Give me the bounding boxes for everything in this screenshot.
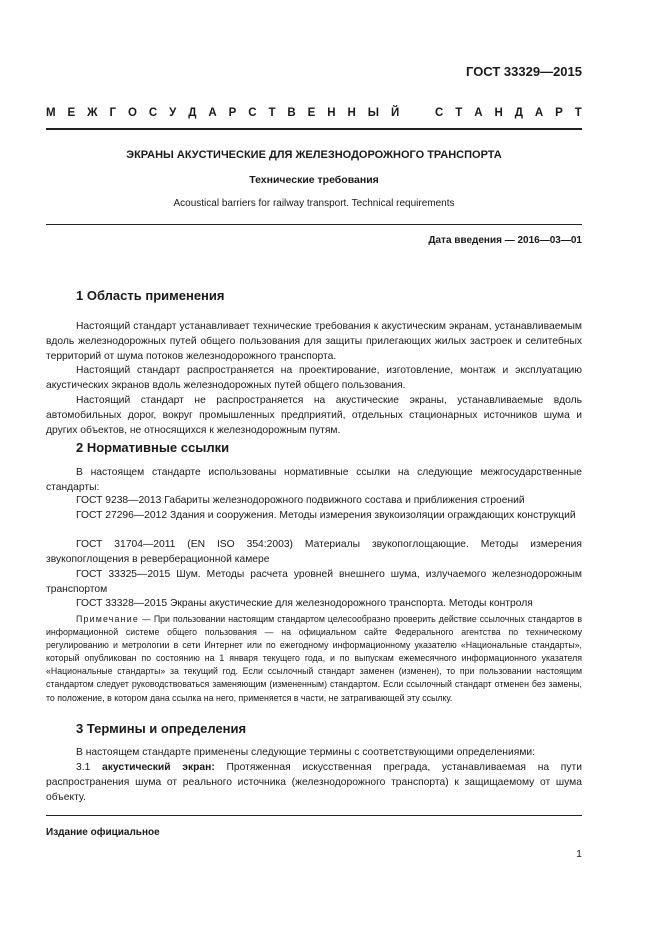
category-letter: Т [268, 107, 276, 119]
category-letter: У [169, 107, 177, 119]
category-letter: С [148, 107, 158, 119]
category-letter: Ж [87, 107, 98, 119]
category-letter: А [534, 107, 544, 119]
category-letter: Е [67, 107, 76, 119]
top-divider [46, 128, 582, 130]
paragraph: Настоящий стандарт не распространяется на акустические экраны, устанавливаемые вдоль автомобильных дорог, вокруг промышленных предприятий, отдельных стационарных источников шума и других объектов, не относящихся к железнодорожным путям. [46, 395, 582, 436]
section-heading-scope: 1 Область применения [76, 288, 225, 303]
category-letter: Д [514, 107, 523, 119]
title-divider [46, 224, 582, 225]
term-name: акустический экран: [102, 762, 215, 773]
paragraph: Настоящий стандарт устанавливает технические требования к акустическим экранам, устанавливаемым вдоль железнодорожных путей общего пользования для защиты прилегающих жилых застроек и селитебных территорий от шума потоков железнодорожного транспорта. [46, 321, 582, 362]
category-letter: М [46, 107, 56, 119]
category-letter: С [435, 107, 444, 119]
reference-item: ГОСТ 33325—2015 Шум. Методы расчета уровней внешнего шума, излучаемого железнодорожным транспортом [46, 569, 582, 595]
section-heading-terms: 3 Термины и определения [76, 721, 247, 736]
category-letter: Е [307, 107, 316, 119]
document-title: ЭКРАНЫ АКУСТИЧЕСКИЕ ДЛЯ ЖЕЛЕЗНОДОРОЖНОГО ТРАНСПОРТА [126, 149, 502, 161]
reference-item: ГОСТ 33328—2015 Экраны акустические для железнодорожного транспорта. Методы контроля [76, 598, 533, 609]
english-title: Acoustical barriers for railway transport. Technical requirements [173, 198, 455, 209]
term-definition: 3.1 акустический экран: Протяженная искусственная преграда, устанавливаемая на пути распространения шума от реального источника (железнодорожного транспорта) к защищаемому от шума объекту. [46, 762, 582, 803]
standard-category [46, 107, 582, 119]
category-letter: Т [455, 107, 463, 119]
page-number: 1 [576, 848, 582, 860]
category-letter: Н [494, 107, 503, 119]
category-letter: Т [574, 107, 582, 119]
category-letter: Ы [367, 107, 380, 119]
paragraph: Настоящий стандарт распространяется на проектирование, изготовление, монтаж и эксплуатацию акустических экранов вдоль железнодорожных путей общего пользования. [46, 365, 582, 391]
category-letter: Н [347, 107, 356, 119]
reference-item: ГОСТ 31704—2011 (EN ISO 354:2003) Материалы звукопоглощающие. Методы измерения звукопоглощения в реверберационной камере [46, 539, 582, 565]
introduction-date: Дата введения — 2016—03—01 [428, 235, 582, 246]
category-letter: Н [327, 107, 336, 119]
document-subtitle: Технические требования [249, 174, 379, 186]
category-letter: В [287, 107, 296, 119]
category-letter: Р [228, 107, 237, 119]
reference-item: ГОСТ 27296—2012 Здания и сооружения. Методы измерения звукоизоляции ограждающих конструкций [76, 510, 576, 521]
category-letter: Г [109, 107, 117, 119]
category-letter: А [208, 107, 217, 119]
footer-divider [46, 815, 582, 816]
paragraph: В настоящем стандарте применены следующие термины с соответствующими определениями: [76, 747, 536, 758]
category-letter: О [127, 107, 137, 119]
category-letter: С [248, 107, 257, 119]
category-letter: Р [555, 107, 563, 119]
document-code: ГОСТ 33329—2015 [466, 64, 582, 79]
category-letter: А [474, 107, 483, 119]
note-label: Примечание [76, 614, 139, 624]
note: Примечание — При пользовании настоящим стандартом целесообразно проверить действие ссылочных стандартов в информационной системе общего пользования — на официальном сайте Федерального агентства по техническому регулированию и метрологии в сети Интернет или по ежегодному информационному указателю «Национальные стандарты», который опубликован по состоянию на 1 января текущего года, и по выпускам ежемесячного информационного указателя «Национальные стандарты» за текущий год. Если ссылочный стандарт заменен (изменен), то при пользовании настоящим стандартом следует руководствоваться заменяющим (измененным) стандартом. Если ссылочный стандарт отменен без замены, то положение, в котором дана ссылка на него, применяется в части, не затрагивающей эту ссылку. [46, 614, 582, 703]
reference-item: ГОСТ 9238—2013 Габариты железнодорожного подвижного состава и приближения строений [76, 495, 525, 506]
category-letter: Д [188, 107, 197, 119]
official-edition-label: Издание официальное [46, 827, 160, 838]
paragraph: В настоящем стандарте использованы нормативные ссылки на следующие межгосударственные стандарты: [46, 467, 582, 493]
category-letter: Й [390, 107, 400, 119]
section-heading-references: 2 Нормативные ссылки [76, 440, 230, 455]
